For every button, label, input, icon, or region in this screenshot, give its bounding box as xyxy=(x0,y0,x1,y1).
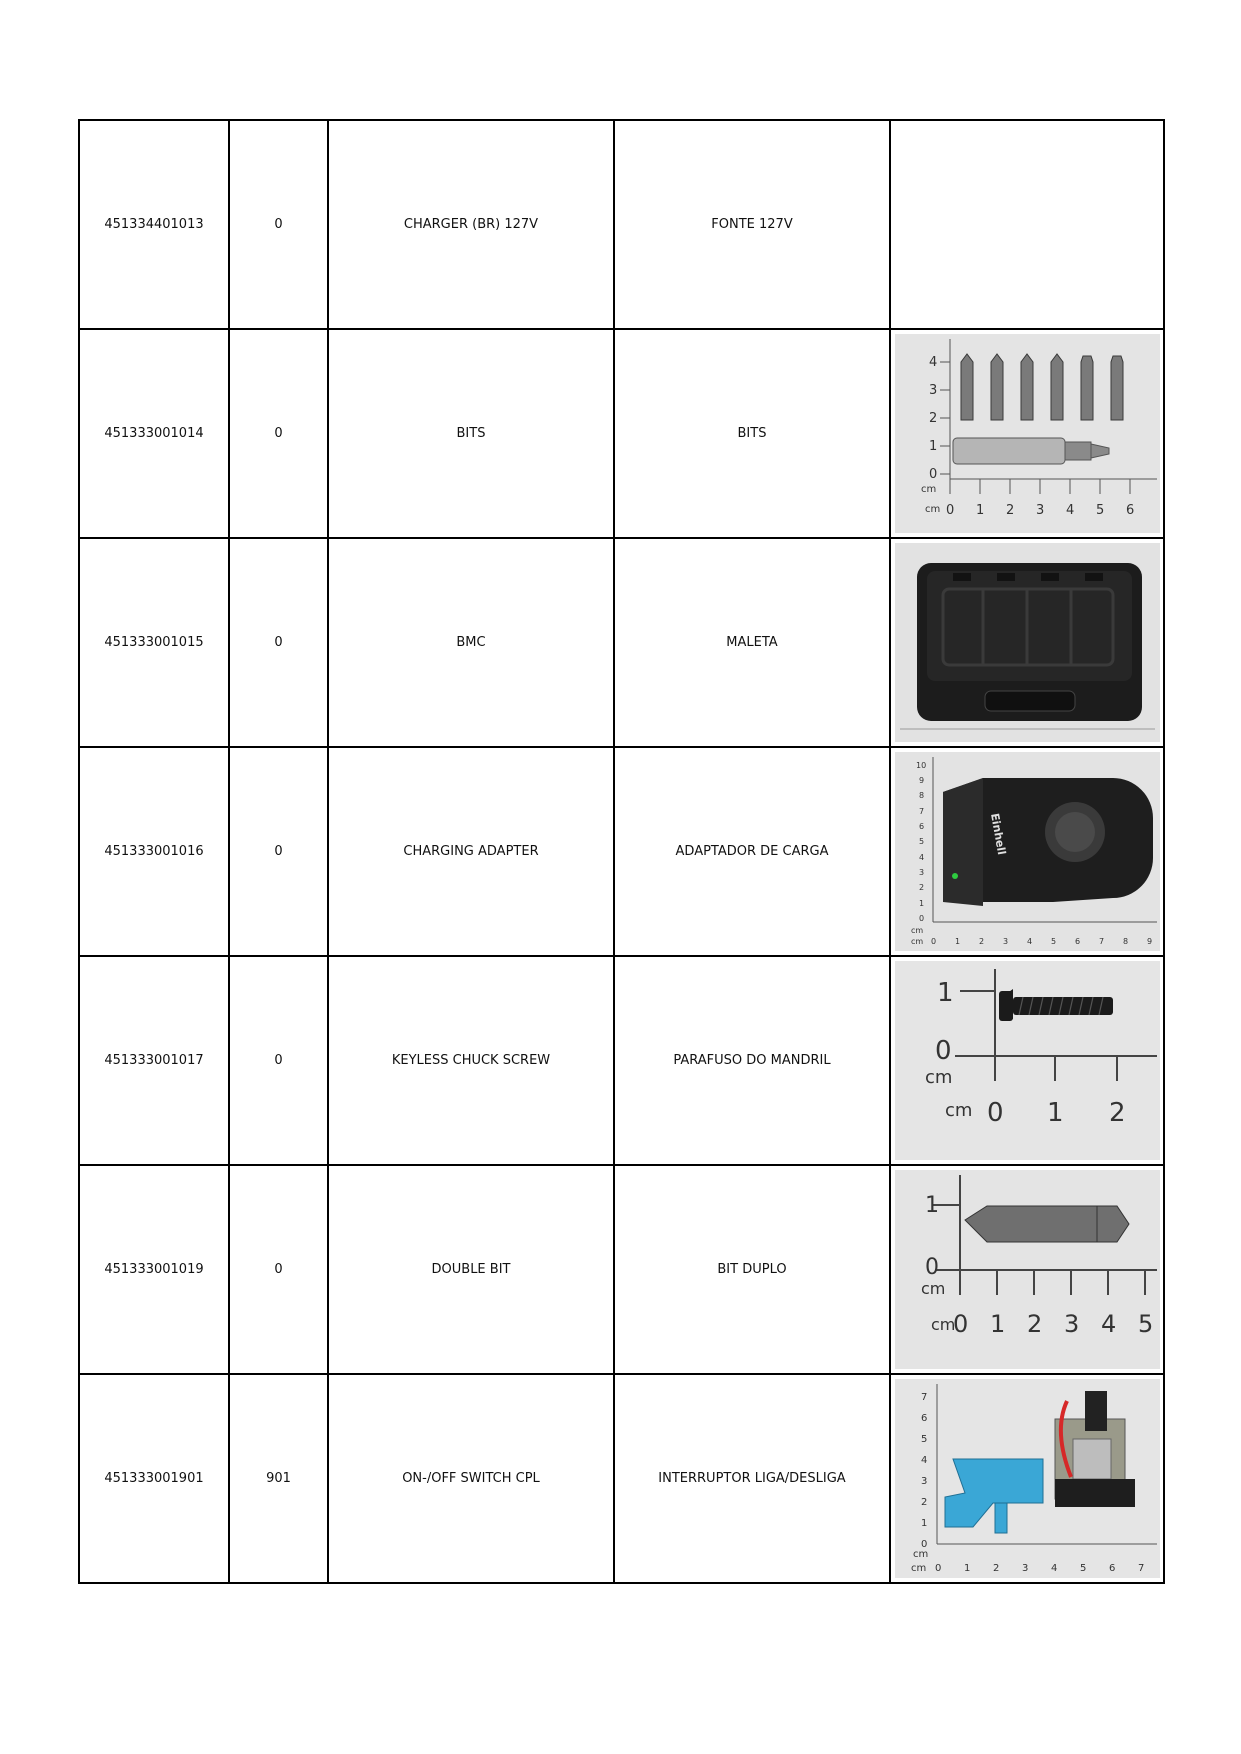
ruler-unit-label: cm xyxy=(910,937,923,946)
description-en-cell: BMC xyxy=(328,538,614,747)
charging-adapter xyxy=(943,778,1153,906)
ruler-label: 1 xyxy=(963,1563,970,1574)
ruler-unit-label: cm xyxy=(920,1279,945,1298)
table-row xyxy=(79,747,1164,956)
part-number-cell: 451333001016 xyxy=(79,747,229,956)
ruler-label: 10 xyxy=(915,761,926,770)
table-row xyxy=(79,329,1164,538)
image-cell xyxy=(890,1165,1164,1374)
description-pt-cell: BIT DUPLO xyxy=(614,1165,890,1374)
ruler-label: 6 xyxy=(918,822,924,831)
part-number-cell: 451333001015 xyxy=(79,538,229,747)
ruler-label: 6 xyxy=(1108,1563,1115,1574)
ruler-unit-label: cm xyxy=(910,926,923,935)
ruler-label: 7 xyxy=(920,1392,927,1403)
chuck-screw-photo xyxy=(895,961,1160,1160)
ruler-label: 1 xyxy=(1046,1098,1064,1128)
ruler-label: 0 xyxy=(918,914,924,923)
carry-case-photo xyxy=(895,543,1160,742)
ruler-label: 2 xyxy=(992,1563,999,1574)
ruler-label: 1 xyxy=(936,978,954,1008)
quantity-cell: 901 xyxy=(229,1374,328,1583)
ruler-label: 5 xyxy=(1095,503,1104,518)
ruler-unit-label: cm xyxy=(924,504,940,515)
ruler-label: 7 xyxy=(1098,937,1104,946)
part-number-cell: 451333001901 xyxy=(79,1374,229,1583)
description-en-cell: BITS xyxy=(328,329,614,538)
ruler-label: 3 xyxy=(1063,1310,1079,1338)
ruler-label: 5 xyxy=(1137,1310,1153,1338)
ruler-label: 4 xyxy=(918,853,924,862)
ruler-label: 3 xyxy=(1021,1563,1028,1574)
ruler-unit-label: cm xyxy=(924,1067,952,1088)
ruler-label: 0 xyxy=(928,467,937,482)
ruler-label: 0 xyxy=(934,1036,952,1066)
part-number-cell: 451334401013 xyxy=(79,120,229,329)
ruler-unit-label: cm xyxy=(944,1100,972,1121)
ruler-label: 0 xyxy=(945,503,954,518)
ruler-label: 3 xyxy=(918,868,924,877)
ruler-label: 0 xyxy=(920,1539,927,1550)
ruler-label: 7 xyxy=(1137,1563,1144,1574)
ruler-label: 2 xyxy=(920,1497,927,1508)
ruler-label: 7 xyxy=(918,807,924,816)
ruler-label: 4 xyxy=(920,1455,927,1466)
ruler-label: 4 xyxy=(1026,937,1032,946)
ruler-label: 3 xyxy=(1035,503,1044,518)
ruler-label: 3 xyxy=(928,383,937,398)
description-pt-cell: BITS xyxy=(614,329,890,538)
ruler-unit-label: cm xyxy=(930,1315,955,1334)
ruler-label: 1 xyxy=(920,1518,927,1529)
part-number-cell: 451333001019 xyxy=(79,1165,229,1374)
ruler-label: 5 xyxy=(1079,1563,1086,1574)
ruler-label: 8 xyxy=(918,791,924,800)
ruler-label: 2 xyxy=(928,411,937,426)
table-row xyxy=(79,1374,1164,1583)
ruler-label: 5 xyxy=(918,837,924,846)
ruler-label: 1 xyxy=(924,1193,939,1218)
image-cell xyxy=(890,747,1164,956)
ruler-label: 4 xyxy=(1050,1563,1057,1574)
double-bit-photo xyxy=(895,1170,1160,1369)
ruler-label: 4 xyxy=(1100,1310,1116,1338)
description-en-cell: DOUBLE BIT xyxy=(328,1165,614,1374)
table-row xyxy=(79,1165,1164,1374)
ruler-label: 2 xyxy=(918,883,924,892)
ruler-label: 3 xyxy=(920,1476,927,1487)
quantity-cell: 0 xyxy=(229,120,328,329)
ruler-label: 8 xyxy=(1122,937,1128,946)
image-cell xyxy=(890,329,1164,538)
image-cell-empty xyxy=(890,120,1164,329)
case-body xyxy=(917,563,1142,721)
ruler-label: 3 xyxy=(1002,937,1008,946)
double-bit xyxy=(965,1206,1129,1242)
ruler-label: 4 xyxy=(1065,503,1074,518)
image-cell xyxy=(890,1374,1164,1583)
ruler-label: 0 xyxy=(934,1563,941,1574)
ruler-label: 2 xyxy=(1026,1310,1042,1338)
bit-holder xyxy=(953,438,1109,464)
ruler-label: 9 xyxy=(918,776,924,785)
part-number-cell: 451333001014 xyxy=(79,329,229,538)
ruler-label: 1 xyxy=(989,1310,1005,1338)
description-pt-cell: MALETA xyxy=(614,538,890,747)
ruler-label: 0 xyxy=(930,937,936,946)
ruler-label: 0 xyxy=(952,1310,968,1338)
ruler-label: 5 xyxy=(1050,937,1056,946)
description-en-cell: CHARGING ADAPTER xyxy=(328,747,614,956)
ruler-unit-label: cm xyxy=(912,1549,928,1560)
ruler-label: 6 xyxy=(1074,937,1080,946)
ruler-label: 1 xyxy=(954,937,960,946)
ruler-label: 0 xyxy=(924,1255,939,1280)
description-en-cell: ON-/OFF SWITCH CPL xyxy=(328,1374,614,1583)
description-pt-cell: INTERRUPTOR LIGA/DESLIGA xyxy=(614,1374,890,1583)
description-pt-cell: FONTE 127V xyxy=(614,120,890,329)
table-row xyxy=(79,956,1164,1165)
image-cell xyxy=(890,956,1164,1165)
ruler-label: 2 xyxy=(1108,1098,1126,1128)
ruler-label: 2 xyxy=(1005,503,1014,518)
charging-adapter-photo xyxy=(895,752,1160,951)
description-pt-cell: ADAPTADOR DE CARGA xyxy=(614,747,890,956)
quantity-cell: 0 xyxy=(229,329,328,538)
ruler-unit-label: cm xyxy=(920,484,936,495)
ruler-label: 5 xyxy=(920,1434,927,1445)
brand-label: Einhell xyxy=(987,812,1008,856)
ruler-label: 2 xyxy=(978,937,984,946)
part-number-cell: 451333001017 xyxy=(79,956,229,1165)
ruler-label: 6 xyxy=(920,1413,927,1424)
ruler-label: 1 xyxy=(928,439,937,454)
on-off-switch-photo xyxy=(895,1379,1160,1578)
bits-set-photo xyxy=(895,334,1160,533)
quantity-cell: 0 xyxy=(229,747,328,956)
ruler-label: 0 xyxy=(986,1098,1004,1128)
ruler-label: 6 xyxy=(1125,503,1134,518)
ruler-label: 1 xyxy=(918,899,924,908)
table-row xyxy=(79,120,1164,329)
ruler-unit-label: cm xyxy=(910,1563,926,1574)
description-en-cell: CHARGER (BR) 127V xyxy=(328,120,614,329)
ruler-label: 9 xyxy=(1146,937,1152,946)
table-row xyxy=(79,538,1164,747)
quantity-cell: 0 xyxy=(229,538,328,747)
ruler-label: 4 xyxy=(928,355,937,370)
ruler-label: 1 xyxy=(975,503,984,518)
description-pt-cell: PARAFUSO DO MANDRIL xyxy=(614,956,890,1165)
quantity-cell: 0 xyxy=(229,956,328,1165)
parts-table xyxy=(78,119,1165,1584)
image-cell xyxy=(890,538,1164,747)
quantity-cell: 0 xyxy=(229,1165,328,1374)
description-en-cell: KEYLESS CHUCK SCREW xyxy=(328,956,614,1165)
